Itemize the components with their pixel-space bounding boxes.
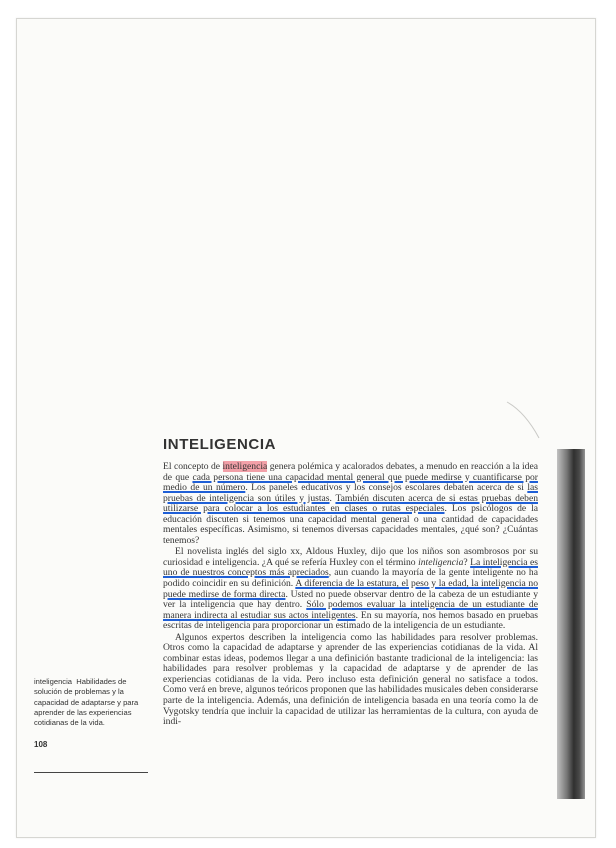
paragraph xyxy=(163,547,538,631)
glossary-note xyxy=(34,677,150,728)
underlined-text: cada persona tiene una capacidad mental general que puede medirse y cuantificarse por medio de un número xyxy=(163,471,538,494)
text-run: El concepto de xyxy=(163,461,223,472)
text-run: ? xyxy=(463,556,471,568)
underlined-text: La inteligencia es uno de nuestros conceptos más apreciados xyxy=(163,556,538,579)
body-text xyxy=(163,462,538,729)
italic-text: inteligencia xyxy=(418,556,464,568)
page-curl-line xyxy=(505,400,545,440)
text-run: Algunos expertos describen la inteligencia como las habilidades para resolver problemas. Otros como la capacidad de adaptarse y aprender de las experiencias cotidianas de la vida. Al combinar estas ideas, podemos llegar a una definición bastante tradicional de la inteligencia: las habilidades para resolver problemas y la capacidad de adaptarse y de aprender de las experiencias cotidianas de la vida. Pero incluso esta definición general no satisface a todos. Como verá en breve, algunos teóricos proponen que las habilidades musicales deben considerarse parte de la inteligencia. Además, una definición de inteligencia basada en una teoría como la de Vygotsky tendría que incluir la capacidad de utilizar las herramientas de la cultura, con ayuda de indi- xyxy=(163,631,538,728)
text-run: . Usted no puede observar dentro de la cabeza de un estudiante y ver la inteligencia que hay dentro. xyxy=(163,588,538,611)
glossary-term: inteligencia xyxy=(34,677,72,686)
text-run: El novelista inglés del siglo xx, Aldous Huxley, dijo que los niños son asombrosos por su curiosidad e inteligencia. ¿A qué se refería Huxley con el término xyxy=(163,546,538,568)
binding-shadow xyxy=(557,449,585,799)
text-run: . Los paneles educativos y los consejos escolares debaten acerca de si xyxy=(245,482,528,494)
text-run: , aun cuando la mayoría de la gente inteligente no ha podido coincidir en su definición. xyxy=(163,567,538,590)
footer-rule xyxy=(34,772,148,773)
text-run: . xyxy=(329,492,336,504)
underlined-text: A diferencia de la estatura, el peso y la edad, la inteligencia no puede medirse de forma directa xyxy=(163,578,538,600)
paragraph xyxy=(163,462,538,546)
underlined-text: Sólo podemos evaluar la inteligencia de un estudiante de manera indirecta al estudiar sus actos inteligentes xyxy=(163,599,538,621)
page-number: 108 xyxy=(34,740,48,749)
text-run: . En su mayoría, nos hemos basado en pruebas escritas de inteligencia para proporcionar un estimado de la inteligencia de un estudiante. xyxy=(163,609,538,632)
highlighted-text: inteligencia xyxy=(222,461,268,472)
underlined-text: También discuten acerca de si estas pruebas deben utilizarse para colocar a los estudiantes en clases o rutas especiales xyxy=(163,492,538,515)
text-run: . Los psicólogos de la educación discuten si tenemos una capacidad mental general o una cantidad de capacidades mentales específicas. Asimismo, si tenemos diversas capacidades mentales, ¿qué son? ¿Cuántas tenemos? xyxy=(163,503,538,546)
paragraph xyxy=(163,633,538,728)
section-heading: INTELIGENCIA xyxy=(163,436,277,453)
underlined-text: las pruebas de inteligencia son útiles y justas xyxy=(163,482,538,504)
glossary-definition: Habilidades de solución de problemas y la capacidad de adaptarse y para aprender de las experiencias cotidianas de la vida. xyxy=(34,677,139,728)
text-run: genera polémica y acalorados debates, a menudo en reacción a la idea de que xyxy=(163,461,538,483)
